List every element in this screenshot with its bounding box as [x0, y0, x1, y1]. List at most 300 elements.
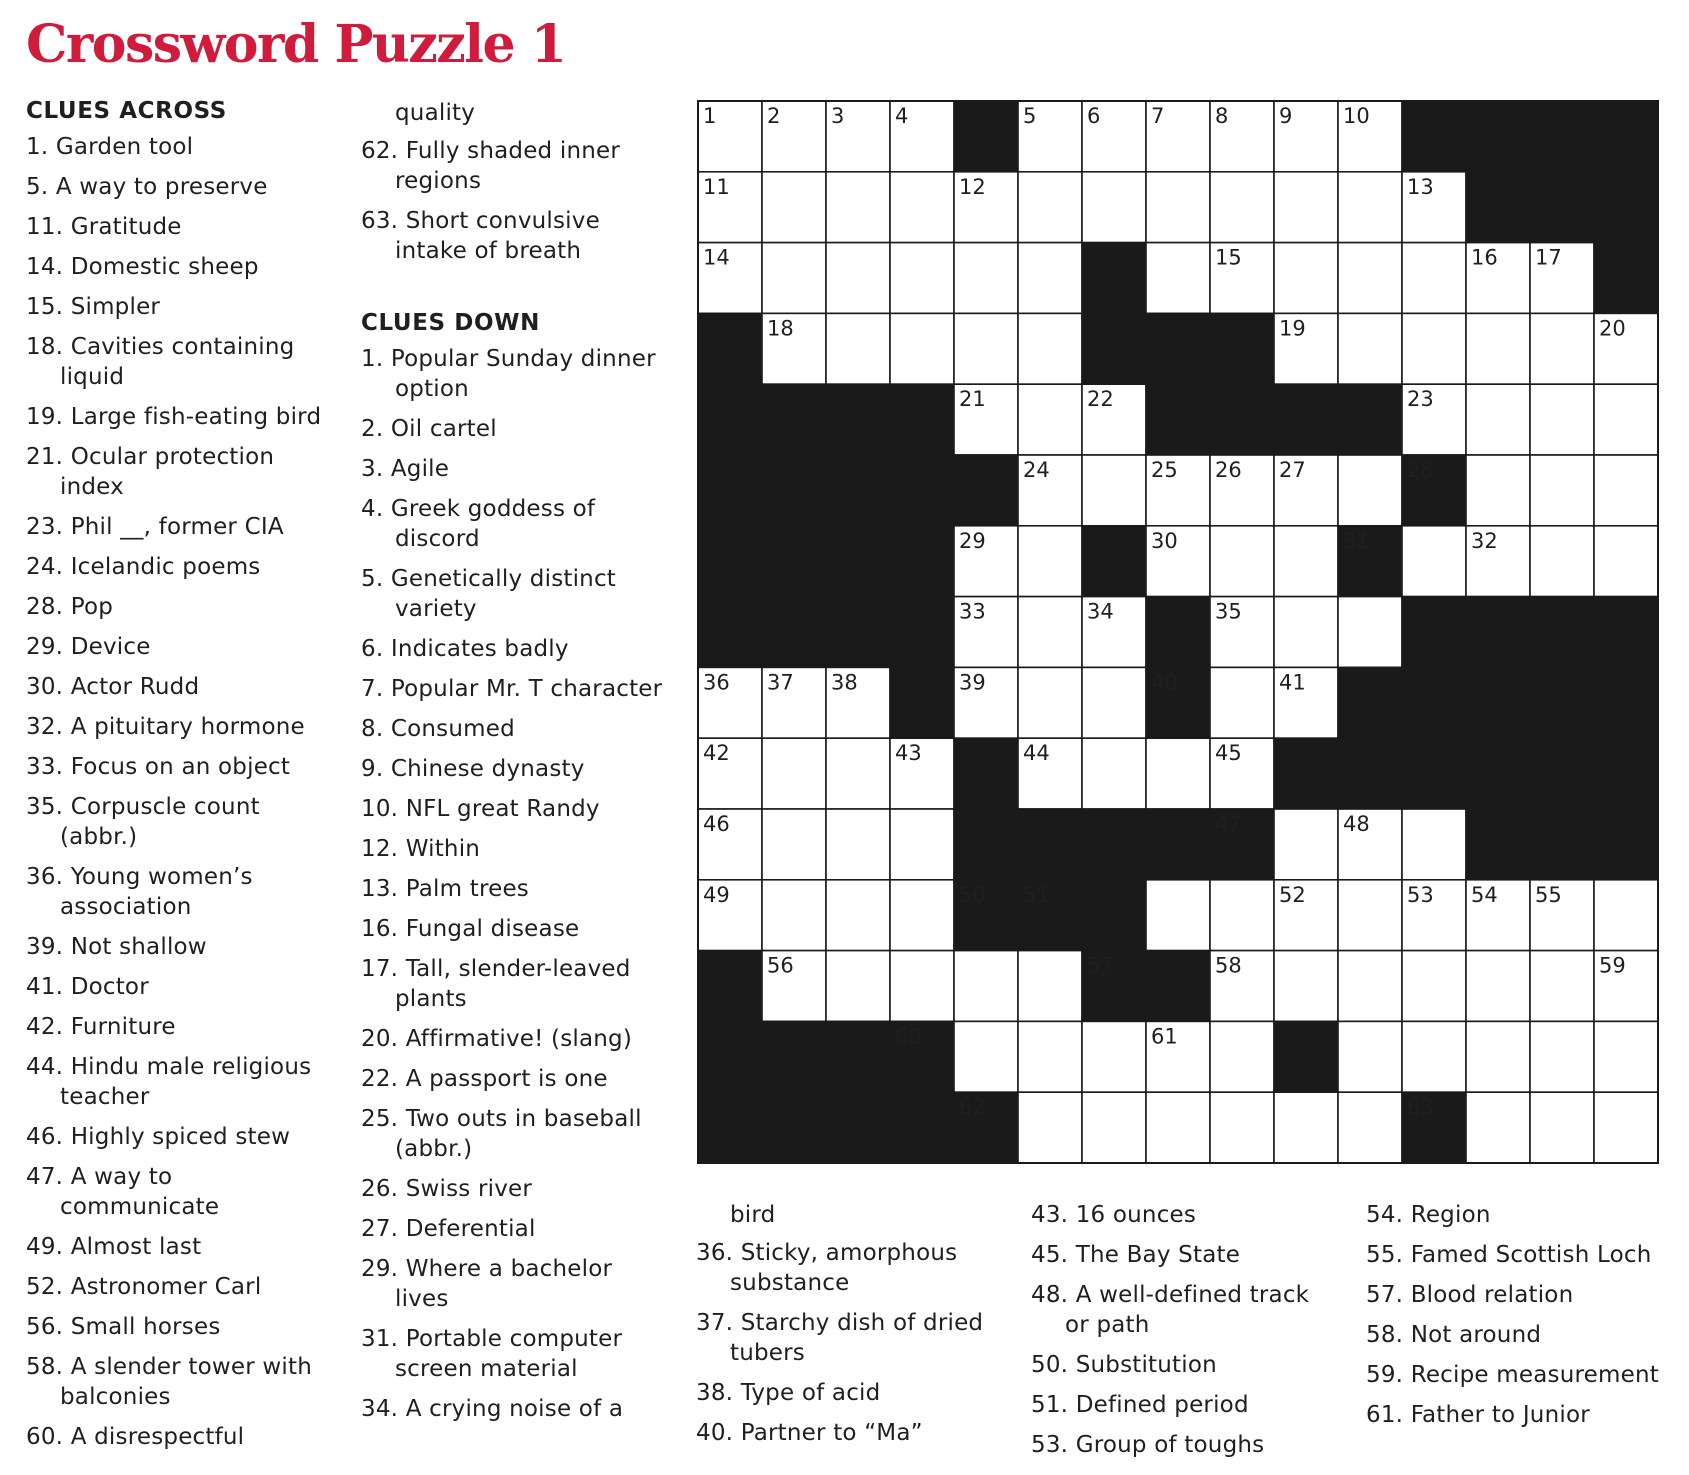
black-square	[1402, 101, 1466, 172]
grid-cell[interactable]	[1018, 243, 1082, 314]
black-square	[1594, 738, 1658, 809]
grid-cell[interactable]	[762, 738, 826, 809]
black-square	[698, 597, 762, 668]
grid-cell[interactable]	[762, 809, 826, 880]
grid-cell[interactable]	[1530, 951, 1594, 1022]
clues-down-column-4	[1031, 1200, 1341, 1470]
clue-text: 22. A passport is one	[361, 1066, 608, 1092]
clue	[26, 792, 336, 852]
clue	[361, 794, 681, 824]
black-square	[762, 1021, 826, 1092]
clue-text: 9. Chinese dynasty	[361, 756, 585, 782]
grid-cell[interactable]	[1018, 597, 1082, 668]
grid-cell[interactable]	[1018, 384, 1082, 455]
clue	[361, 674, 681, 704]
cell-number: 16	[1471, 245, 1498, 270]
clue-text: 2. Oil cartel	[361, 416, 497, 442]
grid-cell[interactable]	[890, 951, 954, 1022]
clue	[26, 332, 336, 392]
clue-text-continued: plants	[395, 986, 467, 1012]
black-square	[1274, 738, 1338, 809]
grid-cell[interactable]	[890, 880, 954, 951]
black-square	[762, 384, 826, 455]
clue	[361, 1254, 681, 1314]
clue	[361, 1064, 681, 1094]
grid-cell[interactable]	[1530, 526, 1594, 597]
grid-cell[interactable]	[1530, 1021, 1594, 1092]
clue-list-down-3	[696, 1238, 1006, 1448]
crossword-grid-svg	[697, 100, 1659, 1164]
black-square	[1274, 1021, 1338, 1092]
clue-text: 17. Tall, slender-leaved	[361, 956, 631, 982]
clue-text: 55. Famed Scottish Loch	[1366, 1242, 1652, 1268]
clue	[26, 512, 336, 542]
cell-number: 47	[1215, 812, 1242, 836]
clue-text-continued: option	[395, 376, 469, 402]
grid-cell[interactable]	[1082, 667, 1146, 738]
black-square	[890, 455, 954, 526]
clue	[1031, 1430, 1341, 1460]
clue	[361, 206, 681, 266]
grid-cell[interactable]	[1018, 313, 1082, 384]
clue-text: 39. Not shallow	[26, 934, 207, 960]
clue-text: 50. Substitution	[1031, 1352, 1217, 1378]
cell-number: 20	[1599, 316, 1626, 341]
cell-number: 37	[767, 670, 794, 695]
black-square	[1402, 597, 1466, 668]
grid-cell[interactable]	[1594, 526, 1658, 597]
grid-cell[interactable]	[1338, 172, 1402, 243]
clue-text: 46. Highly spiced stew	[26, 1124, 291, 1150]
clue-text: 31. Portable computer	[361, 1326, 623, 1352]
cell-number: 51	[1023, 882, 1050, 907]
clue	[26, 932, 336, 962]
clue-text: 36. Sticky, amorphous	[696, 1240, 958, 1266]
cell-number: 49	[703, 882, 730, 907]
grid-cell[interactable]	[1466, 1021, 1530, 1092]
grid-cell[interactable]	[1338, 1092, 1402, 1163]
clue-text: 27. Deferential	[361, 1216, 536, 1242]
cell-number: 15	[1215, 245, 1242, 270]
grid-cell[interactable]	[1274, 951, 1338, 1022]
grid-cell[interactable]	[954, 951, 1018, 1022]
cell-number: 55	[1535, 882, 1562, 907]
grid-cell[interactable]	[826, 880, 890, 951]
black-square	[1146, 951, 1210, 1022]
clue-list-across	[26, 132, 336, 1452]
black-square	[1594, 667, 1658, 738]
cell-number: 50	[959, 882, 986, 907]
clue-text: 14. Domestic sheep	[26, 254, 259, 280]
clue-text: 21. Ocular protection	[26, 444, 275, 470]
clue	[26, 1232, 336, 1262]
black-square	[1082, 880, 1146, 951]
black-square	[1530, 667, 1594, 738]
clue	[361, 1174, 681, 1204]
clue-text: 18. Cavities containing	[26, 334, 295, 360]
grid-cell[interactable]	[1466, 455, 1530, 526]
clue-text: 32. A pituitary hormone	[26, 714, 305, 740]
clue-text: 30. Actor Rudd	[26, 674, 200, 700]
grid-cell[interactable]	[1082, 172, 1146, 243]
cell-number: 39	[959, 670, 986, 695]
cell-number: 34	[1087, 599, 1114, 624]
black-square	[762, 455, 826, 526]
clue-text-continued: intake of breath	[395, 238, 582, 264]
clue-text: 11. Gratitude	[26, 214, 182, 240]
black-square	[1338, 667, 1402, 738]
cell-number: 12	[959, 174, 986, 199]
cell-number: 19	[1279, 316, 1306, 341]
grid-cell[interactable]	[954, 1021, 1018, 1092]
cell-number: 31	[1343, 528, 1370, 553]
grid-cell[interactable]	[826, 738, 890, 809]
clue-text: 48. A well-defined track	[1031, 1282, 1310, 1308]
grid-cell[interactable]	[1594, 1092, 1658, 1163]
clue-list-down-4	[1031, 1200, 1341, 1460]
black-square	[698, 313, 762, 384]
grid-cell[interactable]	[1210, 667, 1274, 738]
grid-cell[interactable]	[1594, 880, 1658, 951]
clue-text: 34. A crying noise of a	[361, 1396, 624, 1422]
cell-number: 11	[703, 174, 730, 199]
clue	[26, 752, 336, 782]
grid-cell[interactable]	[1466, 1092, 1530, 1163]
clue-text: 5. Genetically distinct	[361, 566, 617, 592]
black-square	[1274, 384, 1338, 455]
clue-text: 20. Affirmative! (slang)	[361, 1026, 633, 1052]
grid-cell[interactable]	[1082, 455, 1146, 526]
black-square	[1210, 384, 1274, 455]
clue-text: 28. Pop	[26, 594, 114, 620]
clue-text: 29. Device	[26, 634, 151, 660]
black-square	[826, 1021, 890, 1092]
clue-text-continued: discord	[395, 526, 480, 552]
clue	[26, 252, 336, 282]
clue	[26, 862, 336, 922]
cell-number: 1	[703, 104, 717, 128]
cell-number: 46	[703, 812, 730, 836]
clue	[1366, 1320, 1676, 1350]
grid-cell[interactable]	[1338, 951, 1402, 1022]
grid-cell[interactable]	[1082, 1092, 1146, 1163]
clue	[696, 1378, 1006, 1408]
clue	[361, 494, 681, 554]
black-square	[1530, 597, 1594, 668]
grid-cell[interactable]	[1338, 313, 1402, 384]
clue-text-continued: screen material	[395, 1356, 578, 1382]
cell-number: 17	[1535, 245, 1562, 270]
black-square	[698, 455, 762, 526]
clue	[361, 1024, 681, 1054]
clue-text: 4. Greek goddess of	[361, 496, 596, 522]
cell-number: 27	[1279, 458, 1306, 482]
black-square	[762, 1092, 826, 1163]
cell-number: 32	[1471, 528, 1498, 553]
cell-number: 59	[1599, 953, 1626, 978]
grid-cell[interactable]	[1082, 1021, 1146, 1092]
cell-number: 9	[1279, 104, 1293, 128]
clue	[361, 754, 681, 784]
cell-number: 7	[1151, 104, 1165, 128]
grid-cell[interactable]	[1274, 809, 1338, 880]
grid-cell[interactable]	[1338, 597, 1402, 668]
black-square	[698, 384, 762, 455]
clues-across-column	[26, 96, 336, 1462]
clue	[26, 1162, 336, 1222]
black-square	[1018, 809, 1082, 880]
clue-list-down	[361, 344, 681, 1424]
clue-text: 13. Palm trees	[361, 876, 529, 902]
grid-cell[interactable]	[1402, 243, 1466, 314]
grid-cell[interactable]	[1274, 172, 1338, 243]
clue	[26, 172, 336, 202]
grid-cell[interactable]	[954, 313, 1018, 384]
grid-cell[interactable]	[1274, 597, 1338, 668]
black-square	[1530, 809, 1594, 880]
grid-cell[interactable]	[1274, 243, 1338, 314]
grid-cell[interactable]	[1018, 667, 1082, 738]
grid-cell[interactable]	[1402, 809, 1466, 880]
black-square	[1594, 597, 1658, 668]
clue-text: 1. Popular Sunday dinner	[361, 346, 656, 372]
grid-cell[interactable]	[826, 313, 890, 384]
grid-cell[interactable]	[1466, 951, 1530, 1022]
clue	[361, 344, 681, 404]
cell-number: 44	[1023, 741, 1050, 766]
cell-number: 60	[895, 1024, 922, 1049]
black-square	[954, 455, 1018, 526]
black-square	[1402, 667, 1466, 738]
grid-cell[interactable]	[890, 313, 954, 384]
black-square	[1594, 809, 1658, 880]
cell-number: 54	[1471, 882, 1498, 907]
black-square	[890, 597, 954, 668]
clue	[361, 1214, 681, 1244]
grid-cell[interactable]	[1466, 384, 1530, 455]
clue	[696, 1238, 1006, 1298]
black-square	[1530, 172, 1594, 243]
black-square	[1466, 809, 1530, 880]
clue	[26, 1122, 336, 1152]
cell-number: 58	[1215, 953, 1242, 978]
cell-number: 48	[1343, 812, 1370, 836]
cell-number: 30	[1151, 528, 1178, 553]
clue-text-continued: teacher	[60, 1084, 150, 1110]
black-square	[1210, 313, 1274, 384]
grid-cell[interactable]	[826, 951, 890, 1022]
grid-cell[interactable]	[826, 243, 890, 314]
cell-number: 10	[1343, 104, 1370, 128]
clue-text: 41. Doctor	[26, 974, 149, 1000]
grid-cell[interactable]	[1338, 243, 1402, 314]
grid-cell[interactable]	[1274, 1092, 1338, 1163]
clue	[1031, 1240, 1341, 1270]
black-square	[1082, 526, 1146, 597]
black-square	[1082, 313, 1146, 384]
black-square	[1146, 597, 1210, 668]
clue-text-continued: association	[60, 894, 192, 920]
grid-cell[interactable]	[1338, 880, 1402, 951]
clue-text: 23. Phil __, former CIA	[26, 514, 284, 540]
grid-cell[interactable]	[1530, 1092, 1594, 1163]
cell-number: 61	[1151, 1024, 1178, 1049]
clue-text: 37. Starchy dish of dried	[696, 1310, 984, 1336]
grid-cell[interactable]	[1338, 455, 1402, 526]
cell-number: 13	[1407, 174, 1434, 199]
cell-number: 22	[1087, 387, 1114, 412]
black-square	[890, 1092, 954, 1163]
clue-text: 5. A way to preserve	[26, 174, 268, 200]
grid-cell[interactable]	[1594, 1021, 1658, 1092]
clue	[361, 136, 681, 196]
grid-cell[interactable]	[1018, 951, 1082, 1022]
clue-text: 51. Defined period	[1031, 1392, 1249, 1418]
clues-across-heading: CLUES ACROSS	[26, 98, 227, 124]
clue	[361, 634, 681, 664]
black-square	[762, 526, 826, 597]
cell-number: 35	[1215, 599, 1242, 624]
grid-cell[interactable]	[762, 172, 826, 243]
grid-cell[interactable]	[1402, 1021, 1466, 1092]
cell-number: 23	[1407, 387, 1434, 412]
grid-cell[interactable]	[762, 880, 826, 951]
black-square	[1594, 101, 1658, 172]
clue-text-continued: or path	[1065, 1312, 1150, 1338]
black-square	[826, 597, 890, 668]
black-square	[1082, 243, 1146, 314]
cell-number: 6	[1087, 104, 1101, 128]
grid-cell[interactable]	[1210, 526, 1274, 597]
clue	[1031, 1200, 1341, 1230]
crossword-grid	[697, 100, 1659, 1164]
black-square	[762, 597, 826, 668]
cell-number: 25	[1151, 458, 1178, 482]
grid-cell[interactable]	[1530, 384, 1594, 455]
grid-cell[interactable]	[1018, 172, 1082, 243]
cell-number: 26	[1215, 458, 1242, 482]
grid-cell[interactable]	[1146, 172, 1210, 243]
grid-cell[interactable]	[1210, 1021, 1274, 1092]
grid-cell[interactable]	[1146, 880, 1210, 951]
clue	[361, 1394, 681, 1424]
clue	[1031, 1350, 1341, 1380]
cell-number: 24	[1023, 458, 1050, 482]
grid-cell[interactable]	[1018, 526, 1082, 597]
clue-text: 24. Icelandic poems	[26, 554, 261, 580]
clue	[26, 1352, 336, 1412]
grid-cell[interactable]	[890, 243, 954, 314]
clue	[26, 632, 336, 662]
black-square	[1530, 738, 1594, 809]
grid-cell[interactable]	[1146, 243, 1210, 314]
clue-text: 43. 16 ounces	[1031, 1202, 1197, 1228]
grid-cell[interactable]	[1466, 313, 1530, 384]
grid-cell[interactable]	[826, 809, 890, 880]
grid-cell[interactable]	[1146, 738, 1210, 809]
cell-number: 28	[1407, 458, 1434, 482]
cell-number: 62	[959, 1095, 986, 1120]
clue-text-continued: index	[60, 474, 124, 500]
clue-text-continued: lives	[395, 1286, 449, 1312]
black-square	[826, 1092, 890, 1163]
grid-cell[interactable]	[1530, 313, 1594, 384]
clue-text: 6. Indicates badly	[361, 636, 569, 662]
clue-text: 35. Corpuscle count	[26, 794, 260, 820]
grid-cell[interactable]	[1018, 1092, 1082, 1163]
grid-cell[interactable]	[1402, 951, 1466, 1022]
clue	[26, 1052, 336, 1112]
black-square	[826, 455, 890, 526]
clue	[26, 1312, 336, 1342]
black-square	[826, 526, 890, 597]
grid-cell[interactable]	[1402, 313, 1466, 384]
clue-text: 38. Type of acid	[696, 1380, 881, 1406]
grid-cell[interactable]	[1274, 526, 1338, 597]
black-square	[954, 738, 1018, 809]
clue-text: 59. Recipe measurement	[1366, 1362, 1659, 1388]
clue-text: 44. Hindu male religious	[26, 1054, 312, 1080]
clue	[361, 414, 681, 444]
clue-list-down-5	[1366, 1200, 1676, 1430]
cell-number: 40	[1151, 670, 1178, 695]
cell-number: 42	[703, 741, 730, 766]
grid-cell[interactable]	[1594, 384, 1658, 455]
grid-cell[interactable]	[1082, 738, 1146, 809]
clue	[361, 874, 681, 904]
cell-number: 53	[1407, 882, 1434, 907]
clue-text: 25. Two outs in baseball	[361, 1106, 642, 1132]
grid-cell[interactable]	[1338, 1021, 1402, 1092]
clues-down-column-3	[696, 1200, 1006, 1458]
grid-cell[interactable]	[1402, 526, 1466, 597]
grid-cell[interactable]	[954, 243, 1018, 314]
clue	[696, 1418, 1006, 1448]
clue-text: 54. Region	[1366, 1202, 1491, 1228]
cell-number: 36	[703, 670, 730, 695]
clue-text: 52. Astronomer Carl	[26, 1274, 262, 1300]
clue	[361, 1324, 681, 1384]
black-square	[954, 101, 1018, 172]
cell-number: 18	[767, 316, 794, 341]
black-square	[1466, 597, 1530, 668]
grid-cell[interactable]	[1530, 455, 1594, 526]
clue	[361, 954, 681, 1014]
black-square	[890, 526, 954, 597]
grid-cell[interactable]	[1210, 1092, 1274, 1163]
cell-number: 43	[895, 741, 922, 766]
clue-text: 60. A disrespectful	[26, 1424, 245, 1450]
clue-text: 57. Blood relation	[1366, 1282, 1574, 1308]
clue	[361, 1104, 681, 1164]
grid-cell[interactable]	[762, 243, 826, 314]
grid-cell[interactable]	[1210, 880, 1274, 951]
clue-text-continued: tubers	[730, 1340, 805, 1366]
clue	[26, 212, 336, 242]
grid-cell[interactable]	[826, 172, 890, 243]
grid-cell[interactable]	[1146, 1092, 1210, 1163]
grid-cell[interactable]	[1018, 1021, 1082, 1092]
black-square	[1466, 101, 1530, 172]
grid-cell[interactable]	[890, 809, 954, 880]
grid-cell[interactable]	[890, 172, 954, 243]
black-square	[1082, 809, 1146, 880]
grid-cell[interactable]	[1210, 172, 1274, 243]
clue-text: 7. Popular Mr. T character	[361, 676, 663, 702]
grid-cell[interactable]	[1594, 455, 1658, 526]
clues-down-column	[361, 98, 681, 1434]
clue	[1366, 1280, 1676, 1310]
